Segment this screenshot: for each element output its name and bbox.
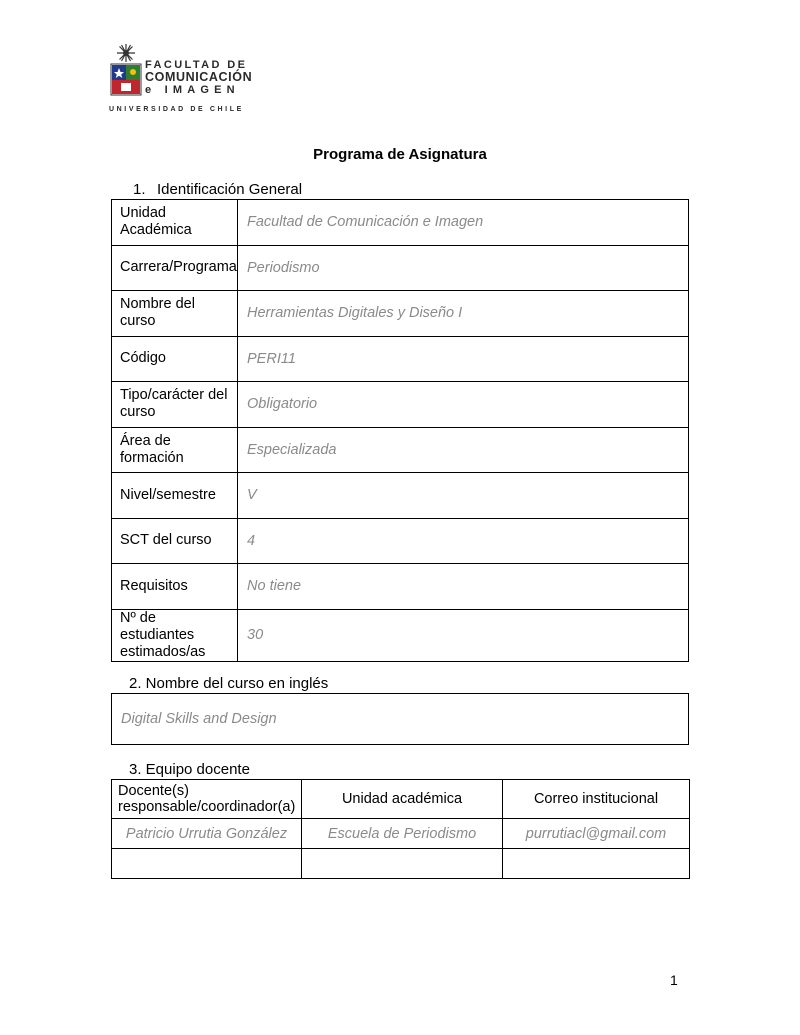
table-row [112, 518, 689, 564]
field-label: Nombre del curso [112, 291, 238, 337]
field-value: No tiene [238, 564, 689, 610]
table-row-empty [112, 849, 690, 879]
column-header: Correo institucional [503, 780, 690, 819]
teacher-unit: Escuela de Periodismo [302, 819, 503, 849]
section-1-heading [133, 181, 302, 198]
university-name: UNIVERSIDAD DE CHILE [109, 106, 244, 113]
table-row [112, 609, 689, 661]
table-row [112, 564, 689, 610]
field-value: Especializada [238, 427, 689, 473]
field-value: Periodismo [238, 245, 689, 291]
section-2-heading: 2. Nombre del curso en inglés [129, 675, 329, 692]
field-value: Obligatorio [238, 382, 689, 428]
table-row [112, 694, 689, 745]
university-crest-icon [109, 42, 143, 100]
faculty-name [145, 59, 252, 96]
column-header: Docente(s) responsable/coordinador(a) [112, 780, 302, 819]
field-label: Código [112, 336, 238, 382]
identification-table [111, 199, 689, 662]
field-value: Herramientas Digitales y Diseño I [238, 291, 689, 337]
empty-cell [503, 849, 690, 879]
field-value: 4 [238, 518, 689, 564]
field-label: Nivel/semestre [112, 473, 238, 519]
field-label: Requisitos [112, 564, 238, 610]
empty-cell [112, 849, 302, 879]
document-title: Programa de Asignatura [313, 146, 487, 163]
faculty-line-1: FACULTAD DE [145, 59, 248, 71]
field-label: Carrera/Programa [112, 245, 238, 291]
column-header: Unidad académica [302, 780, 503, 819]
english-name-table [111, 693, 689, 745]
table-row [112, 245, 689, 291]
teaching-team-table [111, 779, 690, 879]
field-label: Área de formación [112, 427, 238, 473]
table-row [112, 336, 689, 382]
section-3-heading: 3. Equipo docente [129, 761, 250, 778]
table-row [112, 473, 689, 519]
section-1-title: Identificación General [157, 181, 303, 198]
field-value: 30 [238, 609, 689, 661]
table-row [112, 291, 689, 337]
empty-cell [302, 849, 503, 879]
teacher-email: purrutiacl@gmail.com [503, 819, 690, 849]
section-1-number: 1. [133, 181, 146, 198]
field-label: Tipo/carácter del curso [112, 382, 238, 428]
table-header-row [112, 780, 690, 819]
faculty-logo [109, 42, 254, 118]
faculty-line-3: e IMAGEN [145, 84, 240, 96]
faculty-line-2: COMUNICACIÓN [145, 70, 253, 84]
teacher-name: Patricio Urrutia González [112, 819, 302, 849]
table-row [112, 819, 690, 849]
field-label: SCT del curso [112, 518, 238, 564]
table-row [112, 382, 689, 428]
field-value: V [238, 473, 689, 519]
table-row [112, 427, 689, 473]
page-number: 1 [670, 972, 678, 988]
field-value: PERI11 [238, 336, 689, 382]
field-value: Facultad de Comunicación e Imagen [238, 200, 689, 246]
english-course-name: Digital Skills and Design [112, 694, 689, 745]
table-row [112, 200, 689, 246]
field-label: Unidad Académica [112, 200, 238, 246]
field-label: Nº de estudiantes estimados/as [112, 609, 238, 661]
